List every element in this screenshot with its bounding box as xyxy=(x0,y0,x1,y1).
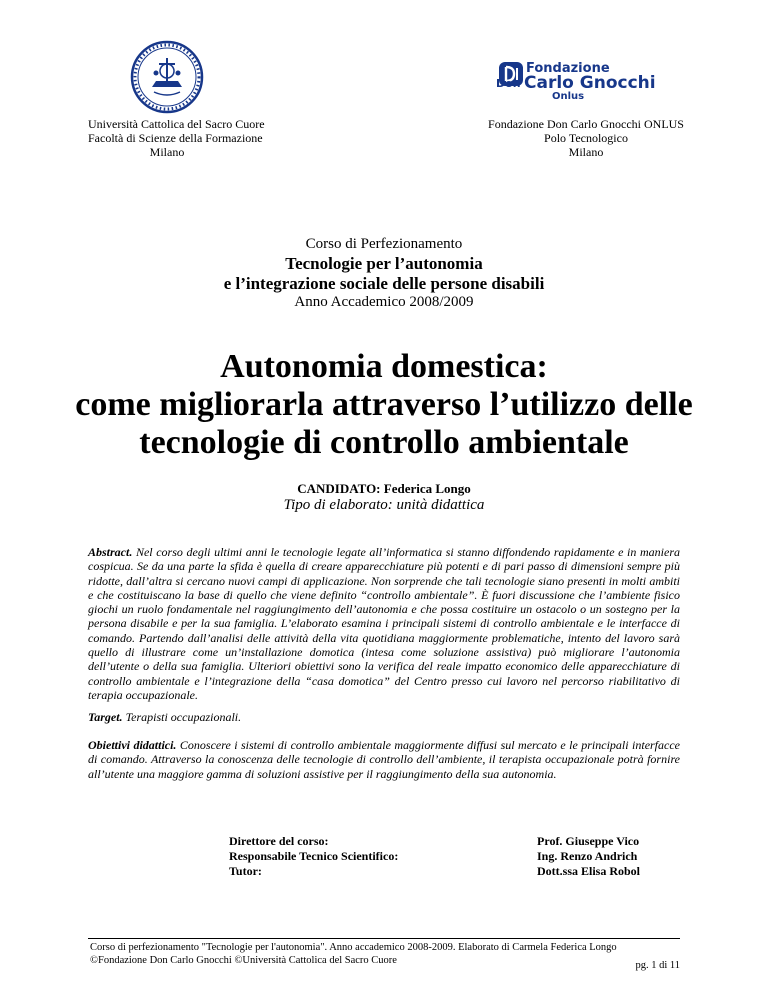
staff-role: Tutor: xyxy=(229,864,262,878)
thesis-title-line: tecnologie di controllo ambientale xyxy=(139,424,629,461)
staff-name: Ing. Renzo Andrich xyxy=(537,849,638,863)
staff-role: Responsabile Tecnico Scientifico: xyxy=(229,849,399,863)
objectives-label: Obiettivi didattici. xyxy=(88,738,177,752)
abstract-label: Abstract. xyxy=(88,545,133,559)
objectives-text: Conoscere i sistemi di controllo ambientale maggiormente diffusi sul mercato e le principali interfacce di comando. Attraverso la conoscenza delle tecnologie di controllo dell’ambiente, il terapista occupazionale potrà fornire all’utente una maggiore gamma di soluzioni assistive per il raggiungimento della sua autonomia. xyxy=(88,738,680,781)
left-affiliation-line: Milano xyxy=(149,145,185,159)
left-affiliation xyxy=(88,117,265,159)
academic-year: Anno Accademico 2008/2009 xyxy=(294,294,474,310)
paper-type: Tipo di elaborato: unità didattica xyxy=(283,497,485,513)
right-affiliation-line: Milano xyxy=(568,145,604,159)
right-affiliation-line: Fondazione Don Carlo Gnocchi ONLUS xyxy=(488,117,684,131)
staff-names xyxy=(537,834,640,879)
staff-roles xyxy=(229,834,398,879)
logo-line3: Onlus xyxy=(552,91,585,102)
course-type: Corso di Perfezionamento xyxy=(305,236,463,252)
thesis-title-line: come migliorarla attraverso l’utilizzo delle xyxy=(75,386,693,423)
left-affiliation-line: Università Cattolica del Sacro Cuore xyxy=(88,117,265,131)
footer-line2: ©Fondazione Don Carlo Gnocchi ©Università Cattolica del Sacro Cuore xyxy=(90,955,397,966)
staff-name: Dott.ssa Elisa Robol xyxy=(537,864,641,878)
left-affiliation-line: Facoltà di Scienze della Formazione xyxy=(88,131,263,145)
target-label: Target. xyxy=(88,710,123,724)
objectives-paragraph xyxy=(88,738,680,781)
footer-line1: Corso di perfezionamento "Tecnologie per l'autonomia". Anno accademico 2008-2009. Elaborato di Carmela Federica Longo xyxy=(90,942,617,953)
logo-line2a: Don xyxy=(496,77,521,90)
target-text: Terapisti occupazionali. xyxy=(125,710,242,724)
thesis-title xyxy=(0,348,768,462)
candidate: CANDIDATO: Federica Longo xyxy=(297,481,471,496)
course-title-line1: Tecnologie per l’autonomia xyxy=(285,254,483,273)
thesis-title-line: Autonomia domestica: xyxy=(220,348,548,385)
right-affiliation-line: Polo Tecnologico xyxy=(544,131,628,145)
fondazione-logo-icon xyxy=(496,58,672,102)
abstract-text: Nel corso degli ultimi anni le tecnologie legate all’informatica si stanno diffondendo rapidamente e in maniera cospicua. Se da una parte la sfida è quella di creare apparecchiature più potenti e di pari passo di dimensioni sempre più ridotte, dall’altra si cercano nuovi campi di applicazione. Non sorprende che tali tecnologie siano presenti in molti ambiti e che costituiscano la base di quello che viene definito “controllo ambientale”. È fuori discussione che l’ambiente fisico giochi un ruolo fondamentale nel raggiungimento dell’autonomia e che possa costituire un ostacolo o un sostegno per la persona disabile e per la sua famiglia. L’elaborato esamina i principali sistemi di controllo ambientale e le interfacce di comando. Partendo dall’analisi delle attività della vita quotidiana maggiormente problematiche, intento del lavoro sarà quello di illustrare come un’installazione domotica (intesa come soluzione assistiva) può migliorare l’autonomia dell’utente o della sua famiglia. Ulteriori obiettivi sono la verifica del reale impatto economico delle apparecchiature di controllo ambientale e l’integrazione della “casa domotica” del Centro presso cui lavoro nel percorso riabilitativo di terapia occupazionale. xyxy=(88,545,680,702)
logo-line1: Fondazione xyxy=(526,61,610,76)
staff-name: Prof. Giuseppe Vico xyxy=(537,834,640,848)
right-affiliation xyxy=(486,117,686,159)
logo-line2b: Carlo Gnocchi xyxy=(524,73,656,93)
page-number: pg. 1 di 11 xyxy=(635,960,680,971)
abstract-paragraph xyxy=(88,545,680,702)
footer xyxy=(90,941,680,967)
university-seal-icon xyxy=(130,40,204,114)
staff-role: Direttore del corso: xyxy=(229,834,329,848)
footer-divider xyxy=(88,938,680,939)
target-paragraph xyxy=(88,710,680,724)
course-title-line2: e l’integrazione sociale delle persone disabili xyxy=(223,274,545,293)
